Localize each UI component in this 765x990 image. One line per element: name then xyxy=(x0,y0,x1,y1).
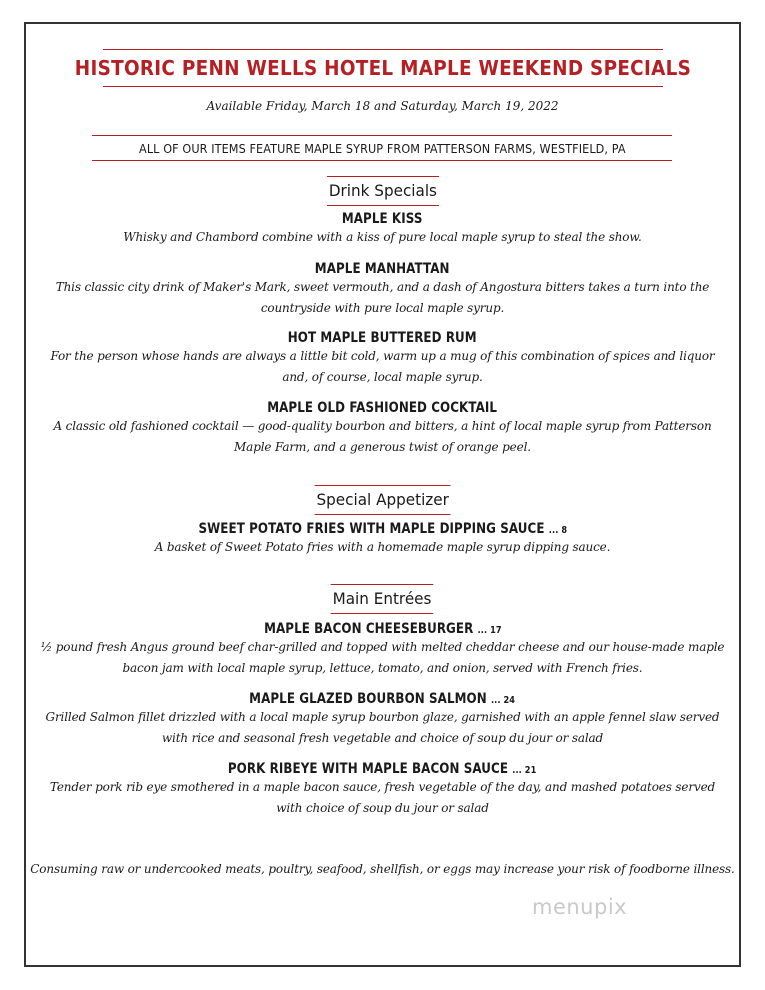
availability-dates: Available Friday, March 18 and Saturday, March 19, 2022 xyxy=(206,99,559,113)
section-heading-label: Drink Specials xyxy=(327,176,439,206)
menu-item xyxy=(40,688,725,749)
item-name: SWEET POTATO FRIES WITH MAPLE DIPPING SAUCE xyxy=(198,521,545,537)
item-description: Tender pork rib eye smothered in a maple bacon sauce, fresh vegetable of the day, and mashed potatoes served with choice of soup du jour or salad xyxy=(49,780,716,815)
section-heading-appetizer xyxy=(0,485,765,515)
item-name: MAPLE KISS xyxy=(342,211,423,227)
item-name: MAPLE GLAZED BOURBON SALMON xyxy=(249,691,488,707)
item-price: ... 8 xyxy=(548,525,567,536)
menupix-watermark: menupix xyxy=(532,895,628,919)
item-description: A basket of Sweet Potato fries with a homemade maple syrup dipping sauce. xyxy=(154,540,611,554)
feature-banner xyxy=(92,135,672,161)
section-heading-entrees xyxy=(0,584,765,614)
menu-item xyxy=(40,327,725,388)
section-heading-drinks xyxy=(0,176,765,206)
title-banner xyxy=(74,49,692,87)
item-name: MAPLE MANHATTAN xyxy=(315,261,450,277)
item-description: A classic old fashioned cocktail — good-quality bourbon and bitters, a hint of local maple syrup from Patterson Maple Farm, and a generous twist of orange peel. xyxy=(53,419,712,454)
item-name-line xyxy=(264,621,502,637)
item-price: ... 17 xyxy=(477,625,502,636)
food-safety-disclaimer: Consuming raw or undercooked meats, poultry, seafood, shellfish, or eggs may increase your risk of foodborne illness. xyxy=(30,862,735,876)
item-name-line xyxy=(198,521,567,537)
menu-item xyxy=(40,618,725,679)
item-description: For the person whose hands are always a little bit cold, warm up a mug of this combination of spices and liquor and, of course, local maple syrup. xyxy=(50,349,715,384)
section-heading-label: Special Appetizer xyxy=(314,485,450,515)
item-description: Grilled Salmon fillet drizzled with a local maple syrup bourbon glaze, garnished with an apple fennel slaw served with rice and seasonal fresh vegetable and choice of soup du jour or salad xyxy=(45,710,720,745)
item-name-line xyxy=(250,691,516,707)
item-name: HOT MAPLE BUTTERED RUM xyxy=(288,330,477,346)
menu-item xyxy=(40,258,725,319)
section-heading-label: Main Entrées xyxy=(331,584,434,614)
item-description: This classic city drink of Maker's Mark, sweet vermouth, and a dash of Angostura bitters takes a turn into the countryside with pure local maple syrup. xyxy=(55,280,710,315)
item-description: ½ pound fresh Angus ground beef char-grilled and topped with melted cheddar cheese and our house-made maple bacon jam with local maple syrup, lettuce, tomato, and onion, served with French fries. xyxy=(40,640,725,675)
page-title: HISTORIC PENN WELLS HOTEL MAPLE WEEKEND SPECIALS xyxy=(74,56,692,80)
item-name: PORK RIBEYE WITH MAPLE BACON SAUCE xyxy=(228,761,509,777)
item-name-line xyxy=(228,761,537,777)
menu-item xyxy=(40,397,725,458)
menu-item xyxy=(40,758,725,819)
feature-note: ALL OF OUR ITEMS FEATURE MAPLE SYRUP FROM PATTERSON FARMS, WESTFIELD, PA xyxy=(138,140,626,156)
menu-item xyxy=(40,518,725,558)
item-description: Whisky and Chambord combine with a kiss of pure local maple syrup to steal the show. xyxy=(123,230,642,244)
item-price: ... 24 xyxy=(491,695,516,706)
item-name: MAPLE BACON CHEESEBURGER xyxy=(263,621,473,637)
item-name: MAPLE OLD FASHIONED COCKTAIL xyxy=(267,400,498,416)
item-price: ... 21 xyxy=(512,765,537,776)
menu-item xyxy=(40,208,725,248)
